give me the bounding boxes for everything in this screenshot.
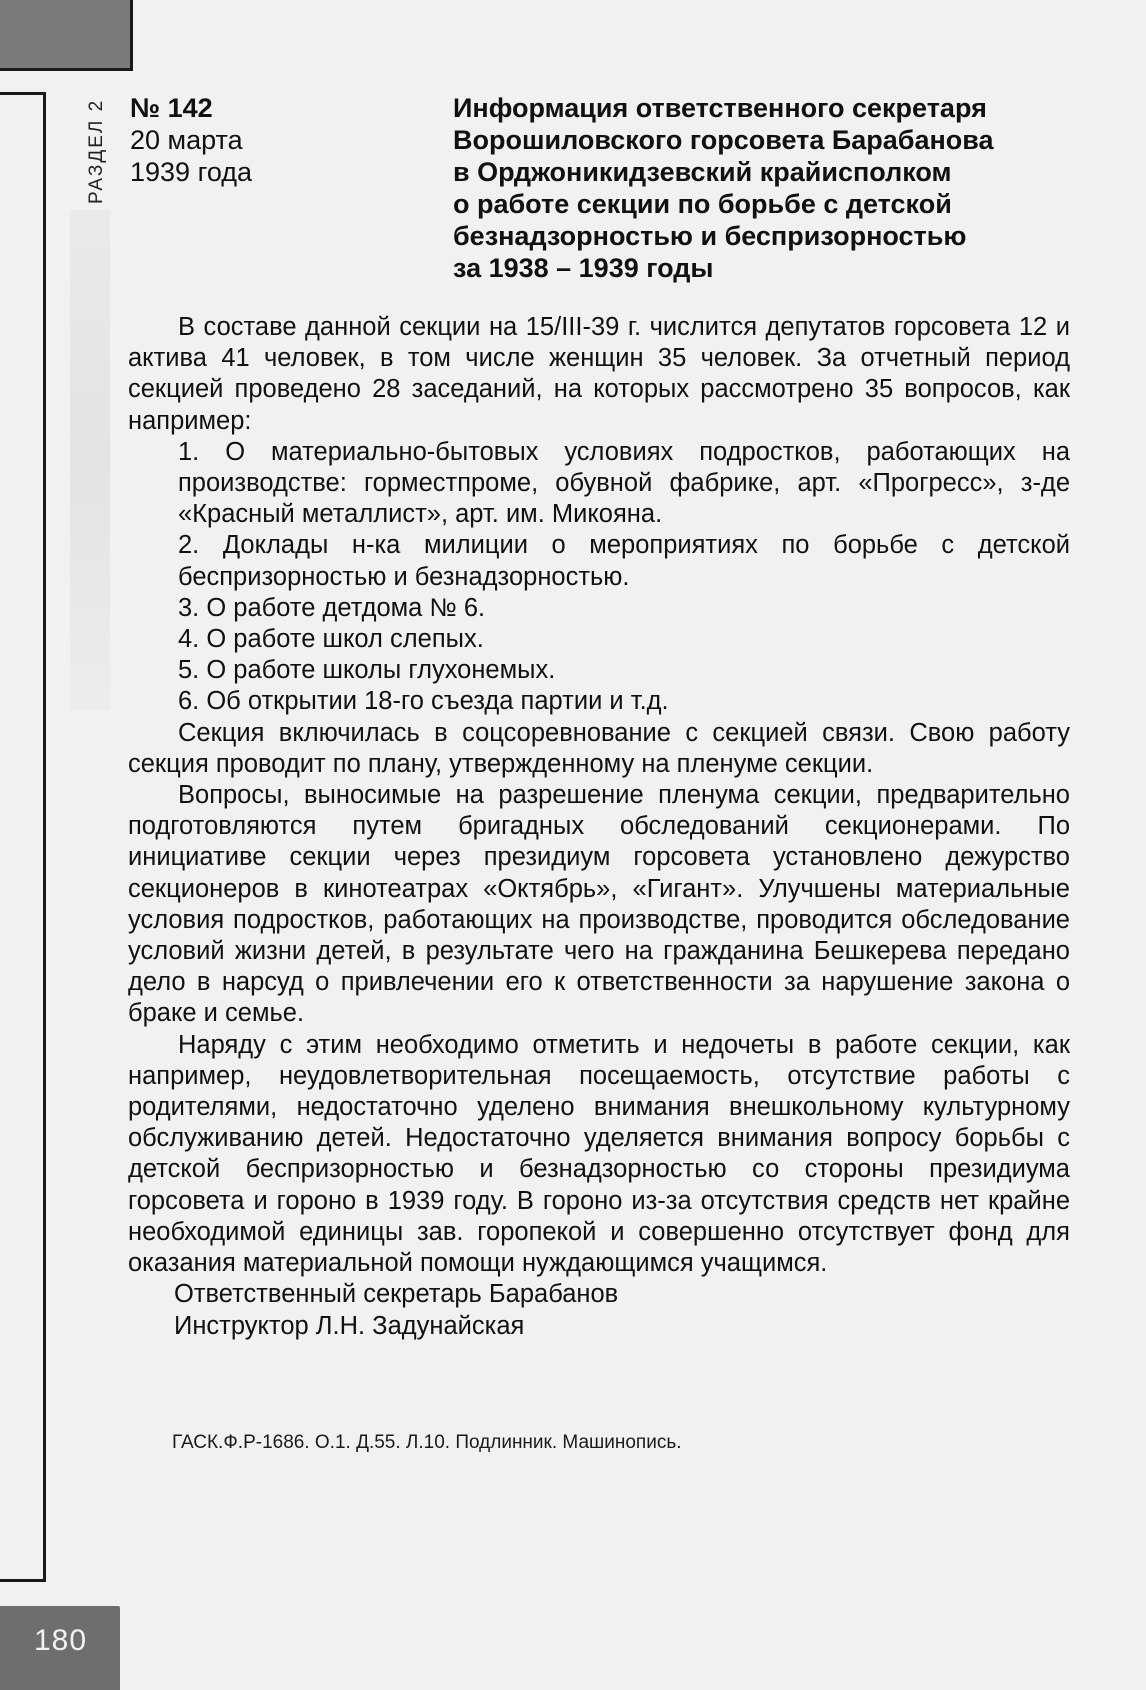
- competition-paragraph: Секция включилась в соцсоревнование с секцией связи. Свою работу секция проводит по плану, утвержденному на пленуме секции.: [128, 718, 1070, 778]
- side-frame: [0, 92, 46, 1582]
- document-date-day: 20 марта: [130, 125, 243, 155]
- title-line: Ворошиловского горсовета Барабанова: [453, 125, 994, 155]
- title-line: за 1938 – 1939 годы: [453, 253, 714, 283]
- page-number-tab: [0, 1606, 120, 1690]
- title-line: безнадзорностью и беспризорностью: [453, 221, 967, 251]
- document-date-year: 1939 года: [130, 157, 253, 187]
- list-item: 2. Доклады н-ка милиции о мероприятиях по борьбе с детской беспризорностью и безнадзорностью.: [178, 531, 1070, 591]
- document-title: [453, 92, 1073, 284]
- section-label: [80, 88, 114, 708]
- signature-secretary: Ответственный секретарь Барабанов: [174, 1280, 619, 1309]
- list-item: 1. О материально-бытовых условиях подростков, работающих на производстве: горместпроме, обувной фабрике, арт. «Прогресс», з-де «Красный металлист», арт. им. Микояна.: [178, 437, 1070, 529]
- list-item: 4. О работе школ слепых.: [178, 625, 484, 654]
- list-item: 3. О работе детдома № 6.: [178, 593, 486, 622]
- title-line: о работе секции по борьбе с детской: [453, 189, 952, 219]
- questions-paragraph: Вопросы, выносимые на разрешение пленума секции, предварительно подготовляются путем бригадных обследований секционерами. По инициативе секции через президиум горсовета установлено дежурство секционеров в кинотеатрах «Октябрь», «Гигант». Улучшены материальные условия подростков, работающих на производстве, проводится обследование условий жизни детей, в результате чего на гражданина Бешкерева передано дело в нарсуд о привлечении его к ответственности за нарушение закона о браке и семье.: [128, 781, 1070, 1028]
- document-number: № 142: [130, 93, 213, 123]
- archive-source-note: ГАСК.Ф.Р-1686. О.1. Д.55. Л.10. Подлинник. Машинопись.: [172, 1432, 682, 1453]
- document-meta: [130, 92, 430, 188]
- page-number: 180: [34, 1624, 88, 1657]
- document-body: [128, 312, 1070, 1342]
- list-item: 6. Об открытии 18-го съезда партии и т.д.: [178, 687, 669, 716]
- title-line: Информация ответственного секретаря: [453, 93, 987, 123]
- intro-paragraph: В составе данной секции на 15/III-39 г. числится депутатов горсовета 12 и актива 41 человек, в том числе женщин 35 человек. За отчетный период секцией проведено 28 заседаний, на которых рассмотрено 35 вопросов, как например:: [128, 313, 1070, 435]
- shortcomings-paragraph: Наряду с этим необходимо отметить и недочеты в работе секции, как например, неудовлетворительная посещаемость, отсутствие работы с родителями, недостаточно уделено внимания внешкольному культурному обслуживанию детей. Недостаточно уделяется внимания вопросу борьбы с детской беспризорностью и безнадзорностью со стороны президиума горсовета и гороно в 1939 году. В гороно из-за отсутствия средств нет крайне необходимой единицы зав. горопекой и совершенно отсутствует фонд для оказания материальной помощи нуждающимся учащимся.: [128, 1030, 1070, 1278]
- section-label-text: РАЗДЕЛ 2: [86, 98, 107, 204]
- corner-block: [0, 0, 133, 71]
- list-item: 5. О работе школы глухонемых.: [178, 656, 556, 685]
- signature-instructor: Инструктор Л.Н. Задунайская: [174, 1311, 525, 1340]
- title-line: в Орджоникидзевский крайисполком: [453, 157, 952, 187]
